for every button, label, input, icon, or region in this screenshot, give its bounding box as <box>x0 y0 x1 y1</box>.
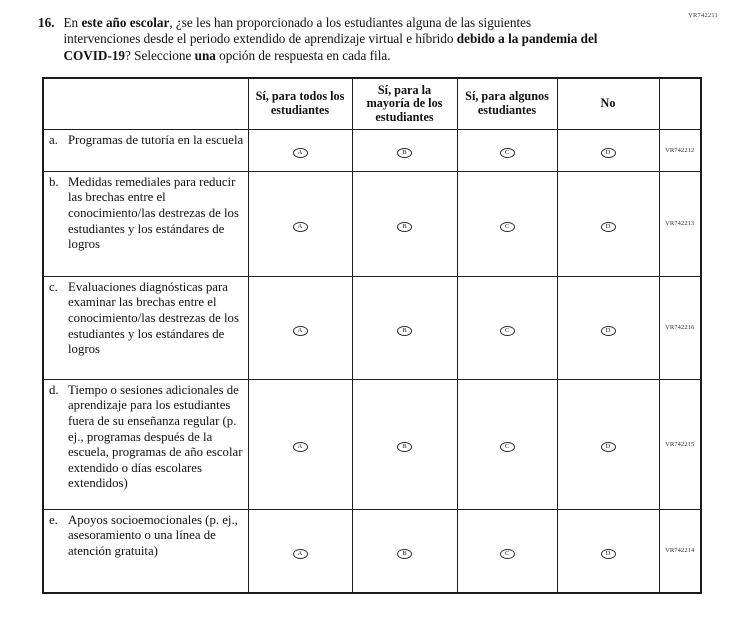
option-cell-yes-all <box>248 129 352 171</box>
option-cell-yes-all <box>248 379 352 509</box>
header-col-no: No <box>557 78 659 129</box>
header-col-yes-most: Sí, para la mayoría de los estudiantes <box>352 78 457 129</box>
answer-bubble-d[interactable]: D <box>601 442 616 452</box>
question-text-segment-bold: este año escolar <box>81 15 170 30</box>
header-col-yes-some: Sí, para algunos estudiantes <box>457 78 557 129</box>
question-text-segment: opción de respuesta en cada fila. <box>215 47 391 63</box>
form-code: VR742211 <box>688 12 718 19</box>
answer-bubble-a[interactable]: A <box>293 222 308 232</box>
question-text-segment-bold: una <box>194 47 216 63</box>
answer-bubble-c[interactable]: C <box>500 148 515 158</box>
table-row-b <box>43 171 701 276</box>
row-label: Tiempo o sesiones adicionales de aprendizaje para los estudiantes fuera de su enseñanza regular (p. ej., programas después de la escuela, programas de año escolar extendido o días escolares extendidos) <box>68 382 243 491</box>
answer-bubble-a[interactable]: A <box>293 326 308 336</box>
row-letter: c. <box>49 279 58 294</box>
row-letter: b. <box>49 174 59 189</box>
answer-bubble-d[interactable]: D <box>601 222 616 232</box>
table-row-c <box>43 276 701 379</box>
answer-bubble-a[interactable]: A <box>293 442 308 452</box>
question-number: 16. <box>38 15 55 30</box>
question-16 <box>38 15 733 64</box>
option-cell-yes-most <box>352 509 457 593</box>
answer-bubble-b[interactable]: B <box>397 326 412 336</box>
row-label-cell <box>43 276 248 379</box>
question-text-segment: , ¿se les han proporcionado a los estudiantes alguna de las siguientes intervenciones desde el periodo extendido de aprendizaje virtual e híbrido <box>63 15 532 47</box>
table-row-d <box>43 379 701 509</box>
option-cell-yes-most <box>352 171 457 276</box>
option-cell-no <box>557 129 659 171</box>
option-cell-yes-some <box>457 276 557 379</box>
header-row <box>43 78 701 129</box>
option-cell-yes-most <box>352 276 457 379</box>
row-code: VR742216 <box>659 276 701 379</box>
answer-bubble-a[interactable]: A <box>293 549 308 559</box>
header-blank-cell <box>43 78 248 129</box>
answer-bubble-d[interactable]: D <box>601 148 616 158</box>
row-code: VR742214 <box>659 509 701 593</box>
answer-bubble-b[interactable]: B <box>397 222 412 232</box>
row-label-cell <box>43 129 248 171</box>
option-cell-no <box>557 509 659 593</box>
question-text-segment: En <box>63 15 82 30</box>
option-cell-yes-all <box>248 509 352 593</box>
option-cell-no <box>557 276 659 379</box>
option-cell-yes-some <box>457 171 557 276</box>
answer-bubble-d[interactable]: D <box>601 549 616 559</box>
row-label-cell <box>43 171 248 276</box>
header-col-yes-all: Sí, para todos los estudiantes <box>248 78 352 129</box>
table-row-a <box>43 129 701 171</box>
row-label-cell <box>43 509 248 593</box>
table-row-e <box>43 509 701 593</box>
row-letter: d. <box>49 382 59 397</box>
row-label: Apoyos socioemocionales (p. ej., asesoramiento o una línea de atención gratuita) <box>68 512 238 558</box>
row-label: Medidas remediales para reducir las brechas entre el conocimiento/las destrezas de los estudiantes y los estándares de logros <box>68 174 239 252</box>
answer-bubble-b[interactable]: B <box>397 442 412 452</box>
question-text-segment-bold: debido a la pandemia del COVID-19 <box>63 31 598 63</box>
answer-bubble-c[interactable]: C <box>500 442 515 452</box>
answer-bubble-c[interactable]: C <box>500 549 515 559</box>
row-label-cell <box>43 379 248 509</box>
answer-bubble-d[interactable]: D <box>601 326 616 336</box>
row-code: VR742215 <box>659 379 701 509</box>
row-code: VR742212 <box>659 129 701 171</box>
question-text-segment: ? Seleccione <box>125 47 195 63</box>
answer-bubble-b[interactable]: B <box>397 549 412 559</box>
option-cell-no <box>557 379 659 509</box>
row-letter: a. <box>49 132 58 147</box>
option-cell-yes-most <box>352 379 457 509</box>
answer-bubble-c[interactable]: C <box>500 326 515 336</box>
answer-bubble-c[interactable]: C <box>500 222 515 232</box>
option-cell-no <box>557 171 659 276</box>
response-table <box>42 77 702 594</box>
option-cell-yes-most <box>352 129 457 171</box>
option-cell-yes-some <box>457 509 557 593</box>
answer-bubble-a[interactable]: A <box>293 148 308 158</box>
row-code: VR742213 <box>659 171 701 276</box>
option-cell-yes-all <box>248 171 352 276</box>
header-code-blank-cell <box>659 78 701 129</box>
row-label: Programas de tutoría en la escuela <box>68 132 244 147</box>
question-text <box>63 15 597 64</box>
row-label: Evaluaciones diagnósticas para examinar las brechas entre el conocimiento/las destrezas de los estudiantes y los estándares de logros <box>68 279 239 357</box>
option-cell-yes-some <box>457 379 557 509</box>
option-cell-yes-some <box>457 129 557 171</box>
option-cell-yes-all <box>248 276 352 379</box>
answer-bubble-b[interactable]: B <box>397 148 412 158</box>
row-letter: e. <box>49 512 58 527</box>
